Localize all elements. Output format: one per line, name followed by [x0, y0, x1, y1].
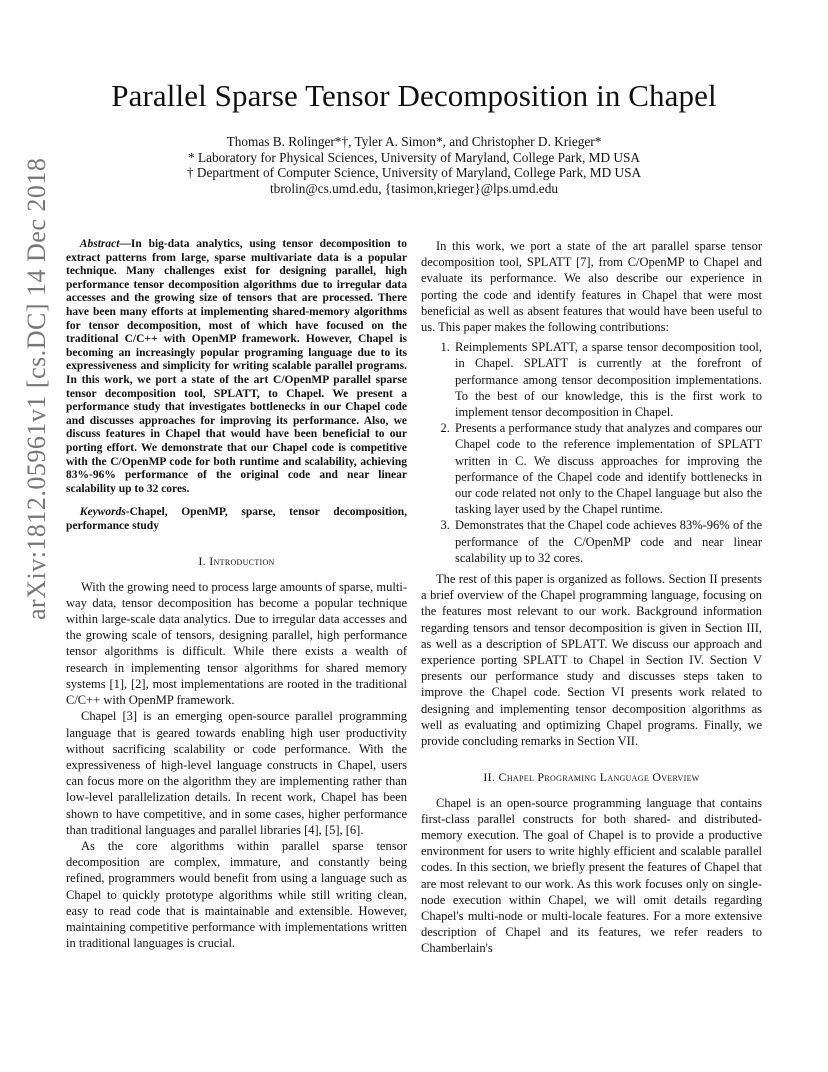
left-column	[66, 238, 407, 951]
affiliation-1: * Laboratory for Physical Sciences, University of Maryland, College Park, MD USA	[187, 149, 640, 165]
abstract	[66, 238, 407, 496]
author-block	[0, 134, 828, 196]
arxiv-identifier[interactable]: arXiv:1812.05961v1 [cs.DC] 14 Dec 2018	[22, 157, 51, 620]
keywords-text: -Chapel, OpenMP, sparse, tensor decomposition, performance study	[66, 506, 407, 532]
section-heading-chapel-overview: II. Chapel Programing Language Overview	[483, 770, 700, 785]
paper-title: Parallel Sparse Tensor Decomposition in Chapel	[111, 78, 717, 113]
organization-paragraph: The rest of this paper is organized as follows. Section II presents a brief overview of the Chapel programming language, focusing on the features most relevant to our work. Background information regarding tensors and tensor decomposition is given in Section III, as well as a description of SPLATT. We discuss our approach and experience porting SPLATT to Chapel in Section IV. Section V presents our performance study and discusses steps taken to improve the Chapel code. Section VI presents work related to designing and implementing tensor decomposition algorithms as well as evaluating and optimizing Chapel programs. Finally, we provide concluding remarks in Section VII.	[421, 572, 762, 749]
abstract-label: Abstract	[79, 238, 120, 250]
arxiv-stamp-container	[22, 157, 62, 1040]
intro-paragraph-2: Chapel [3] is an emerging open-source parallel programming language that is geared towards enabling high user productivity without sacrificing scalability or code performance. With the expressiveness of high-level language constructs in Chapel, users can focus more on the algorithm they are implementing rather than low-level parallelization details. In recent work, Chapel has been shown to have competitive, and in some cases, higher performance than traditional languages and parallel libraries [4], [5], [6].	[66, 709, 407, 837]
section-heading-introduction: I. Introduction	[198, 554, 275, 569]
intro-paragraph-1: With the growing need to process large amounts of sparse, multi-way data, tensor decomposition has become a popular technique within large-scale data analytics. Due to irregular data accesses and the growing scale of tensors, designing parallel, high performance tensor algorithms is difficult. While there exists a wealth of research in implementing tensor algorithms for shared memory systems [1], [2], most implementations are rooted in the traditional C/C++ with OpenMP framework.	[66, 579, 407, 708]
right-column	[421, 238, 762, 957]
affiliation-2: † Department of Computer Science, University of Maryland, College Park, MD USA	[186, 165, 642, 180]
chapel-overview-paragraph: Chapel is an open-source programming language that contains first-class parallel constructs for both shared- and distributed-memory execution. The goal of Chapel is to provide a productive environment for users to write highly efficient and scalable parallel codes. In this section, we briefly present the features of Chapel that are most relevant to our work. As this work focuses only on single-node execution within Chapel, we will omit details regarding Chapel's multi-node or multi-locale features. For a more extensive description of Chapel and its features, we refer readers to Chamberlain's	[421, 795, 762, 956]
author-names: Thomas B. Rolinger*†, Tyler A. Simon*, and Christopher D. Krieger*	[226, 134, 602, 149]
author-emails[interactable]: tbrolin@cs.umd.edu, {tasimon,krieger}@lps.umd.edu	[269, 180, 558, 196]
contributions-list	[421, 339, 762, 566]
intro-paragraph-3: As the core algorithms within parallel sparse tensor decomposition are complex, immature, and constantly being refined, programmers would benefit from using a language such as Chapel to quickly prototype algorithms while still writing clean, easy to read code that is maintainable and extensible. However, maintaining competitive performance with implementations written in traditional languages is crucial.	[66, 838, 407, 951]
keywords	[66, 506, 407, 533]
keywords-label: Keywords	[79, 506, 126, 519]
abstract-text: —In big-data analytics, using tensor decomposition to extract patterns from large, sparse multivariate data is a popular technique. Many challenges exist for designing parallel, high performance tensor decomposition algorithms due to irregular data accesses and the growing size of tensors that are processed. There have been many efforts at implementing shared-memory algorithms for tensor decomposition, most of which have focused on the traditional C/C++ with OpenMP framework. However, Chapel is becoming an increasingly popular programing language due to its expressiveness and simplicity for writing scalable parallel programs. In this work, we port a state of the art C/OpenMP parallel sparse tensor decomposition tool, SPLATT, to Chapel. We present a performance study that investigates bottlenecks in our Chapel code and discusses approaches for improving its performance. Also, we discuss features in Chapel that would have been beneficial to our porting effort. We demonstrate that our Chapel code is competitive with the C/OpenMP code for both runtime and scalability, achieving 83%-96% performance of the original code and near linear scalability up to 32 cores.	[66, 238, 407, 495]
contribution-item: 3. Demonstrates that the Chapel code achieves 83%-96% of the performance of the C/OpenMP code and near linear scalability up to 32 cores.	[453, 517, 762, 566]
intro-paragraph-4: In this work, we port a state of the art parallel sparse tensor decomposition tool, SPLATT [7], from C/OpenMP to Chapel and evaluate its performance. We also describe our experience in porting the code and identify features in Chapel that were most beneficial as well as absent features that would have been useful to us. This paper makes the following contributions:	[421, 239, 762, 335]
contribution-item: 2. Presents a performance study that analyzes and compares our Chapel code to the reference implementation of SPLATT written in C. We discuss approaches for improving the performance of the Chapel code and identify bottlenecks in our code related not only to the Chapel language but also the tasking layer used by the Chapel runtime.	[453, 420, 762, 517]
contribution-item: 1. Reimplements SPLATT, a sparse tensor decomposition tool, in Chapel. SPLATT is currently at the forefront of performance among tensor decomposition implementations. To the best of our knowledge, this is the first work to implement tensor decomposition in Chapel.	[453, 339, 762, 420]
